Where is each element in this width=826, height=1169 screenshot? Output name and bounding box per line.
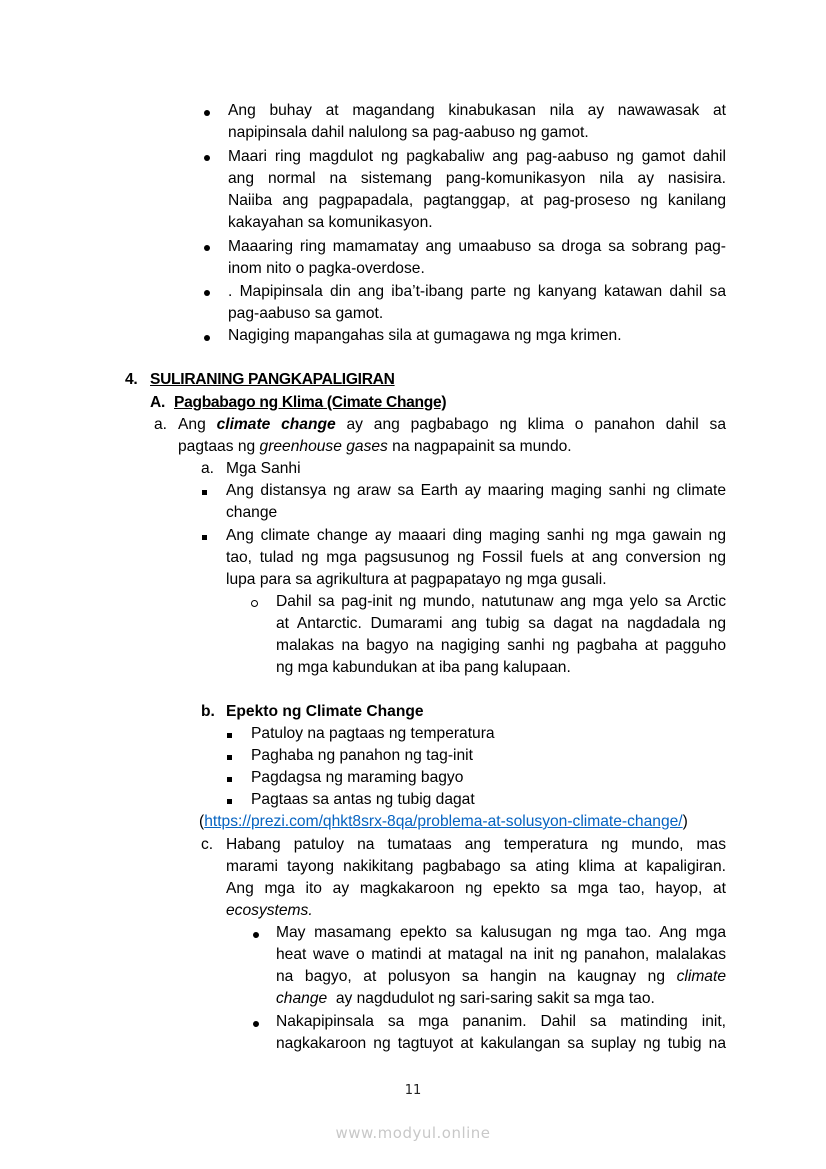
list-item-line: pag-aabuso sa gamot. <box>228 305 384 322</box>
paragraph-line: marami tayong nakikitang pagbabago sa ating klima at kapaligiran. <box>226 858 726 875</box>
paragraph-line: ecosystems. <box>226 902 313 919</box>
source-link[interactable]: https://prezi.com/qhkt8srx-8qa/problema-at-solusyon-climate-change/ <box>204 813 683 830</box>
list-item-line: Ang climate change ay maaari ding maging sanhi ng mga gawain ng <box>226 527 726 544</box>
causes-title: Mga Sanhi <box>226 460 301 477</box>
definition-line <box>178 414 726 436</box>
subsection-letter: A. <box>150 394 165 411</box>
list-item-line: Naiiba ang pagpapadala, pagtanggap, at pag-proseso ng kanilang <box>228 192 726 209</box>
list-marker: b. <box>201 703 215 720</box>
bullet-square-icon <box>227 767 232 789</box>
list-item-line: Maaaring ring mamamatay ang umaabuso sa droga sa sobrang pag- <box>228 238 726 255</box>
bullet-dot-icon <box>204 236 210 258</box>
list-item-line: Dahil sa pag-init ng mundo, natutunaw ang mga yelo sa Arctic <box>276 593 726 610</box>
term-climate: climate <box>676 968 726 985</box>
text-span: pagtaas ng <box>178 438 260 455</box>
list-item-line: Patuloy na pagtaas ng temperatura <box>251 725 495 742</box>
bullet-dot-icon <box>204 146 210 168</box>
list-item-line: Pagdagsa ng maraming bagyo <box>251 769 464 786</box>
paragraph-line: Ang mga ito ay magkakaroon ng epekto sa mga tao, hayop, at <box>226 880 726 897</box>
bullet-dot-icon <box>204 101 210 123</box>
list-item-line: May masamang epekto sa kalusugan ng mga tao. Ang mga <box>276 924 726 941</box>
effects-title: Epekto ng Climate Change <box>226 703 424 720</box>
definition-line <box>178 436 572 458</box>
list-item-line: Nakapipinsala sa mga pananim. Dahil sa matinding init, <box>276 1013 726 1030</box>
text-span: ay ang pagbabago ng klima o panahon dahil sa <box>335 416 726 433</box>
list-item-line: Paghaba ng panahon ng tag-init <box>251 747 473 764</box>
list-item-line: Ang distansya ng araw sa Earth ay maaring maging sanhi ng climate <box>226 482 726 499</box>
list-item-line: Ang buhay at magandang kinabukasan nila ay nawawasak at <box>228 102 726 119</box>
watermark: www.modyul.online <box>335 1124 491 1142</box>
bullet-circle-icon <box>251 592 258 614</box>
term-climate-change: climate change <box>216 416 336 433</box>
list-item-line: malakas na bagyo na nagiging sanhi ng pagbaha at pagguho <box>276 637 726 654</box>
bullet-square-icon <box>227 745 232 767</box>
text-span: na bagyo, at polusyon sa hangin na kaugnay ng <box>276 968 677 985</box>
bullet-square-icon <box>227 789 232 811</box>
list-item-line: kakayahan sa komunikasyon. <box>228 214 433 231</box>
bullet-dot-icon <box>253 1012 259 1034</box>
bullet-dot-icon <box>253 923 259 945</box>
list-item-line: napipinsala dahil nalulong sa pag-aabuso ng gamot. <box>228 124 589 141</box>
list-item-line: heat wave o matindi at matagal na init ng panahon, malalakas <box>276 946 726 963</box>
bullet-dot-icon <box>204 326 210 348</box>
bullet-square-icon <box>227 723 232 745</box>
source-citation <box>199 811 688 833</box>
list-marker: a. <box>201 460 215 477</box>
list-item-line: ang normal na sistemang pang-komunikasyon nila ay nasisira. <box>228 170 726 187</box>
text-span: ay nagdudulot ng sari-saring sakit sa mga tao. <box>327 990 655 1007</box>
list-item-line <box>276 966 726 988</box>
list-item-line: Maari ring magdulot ng pagkabaliw ang pag-aabuso ng gamot dahil <box>228 148 726 165</box>
list-item-line: Pagtaas sa antas ng tubig dagat <box>251 791 475 808</box>
list-item-line <box>276 988 655 1010</box>
list-item-line: ng mga kabundukan at iba pang kalupaan. <box>276 659 571 676</box>
list-marker: c. <box>201 836 214 853</box>
list-item-line: lupa para sa agrikultura at pagpapatayo ng mga gusali. <box>226 571 607 588</box>
list-item-line: inom nito o pagka-overdose. <box>228 260 425 277</box>
section-number: 4. <box>125 371 138 388</box>
bullet-square-icon <box>202 525 207 547</box>
text-span: Ang <box>178 416 217 433</box>
paren-open: ( <box>199 813 205 830</box>
paren-close: ) <box>682 813 688 830</box>
bullet-square-icon <box>202 480 207 502</box>
term-greenhouse-gases: greenhouse gases <box>259 438 388 455</box>
text-span: na nagpapainit sa mundo. <box>387 438 572 455</box>
list-item-line: nagkakaroon ng tagtuyot at kakulangan sa suplay ng tubig na <box>276 1035 726 1052</box>
list-item-line: at Antarctic. Dumarami ang tubig sa dagat na nagdadala ng <box>276 615 726 632</box>
page-number: 11 <box>404 1083 422 1098</box>
bullet-dot-icon <box>204 281 210 303</box>
term-change: change <box>276 990 328 1007</box>
list-item-line: Nagiging mapangahas sila at gumagawa ng mga krimen. <box>228 327 622 344</box>
section-title: SULIRANING PANGKAPALIGIRAN <box>150 371 395 388</box>
list-item-line: change <box>226 504 278 521</box>
list-item-line: tao, tulad ng mga pagsusunog ng Fossil fuels at ang conversion ng <box>226 549 726 566</box>
list-item-line: . Mapipinsala din ang iba’t-ibang parte ng kanyang katawan dahil sa <box>228 283 726 300</box>
list-marker: a. <box>154 416 168 433</box>
subsection-title: Pagbabago ng Klima (Cimate Change) <box>174 394 447 411</box>
paragraph-line: Habang patuloy na tumataas ang temperatura ng mundo, mas <box>226 836 726 853</box>
